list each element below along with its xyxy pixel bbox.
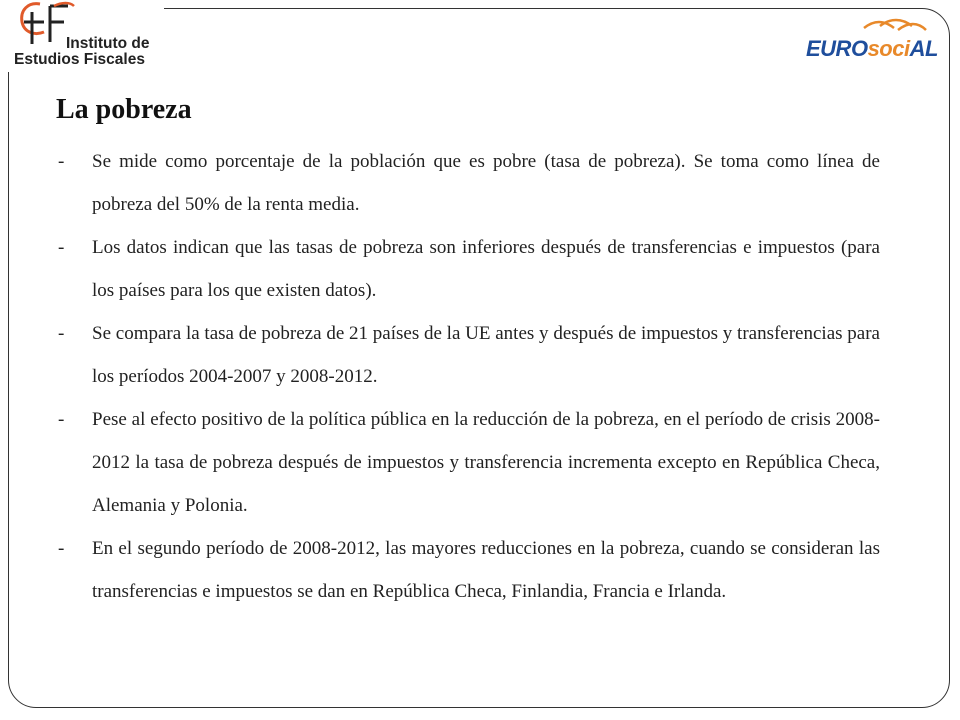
- ief-logo: [4, 0, 164, 72]
- ief-logo-line2: Estudios Fiscales: [14, 51, 145, 68]
- eurosocial-logo-part3: AL: [909, 36, 938, 61]
- bullet-text: Los datos indican que las tasas de pobreza son inferiores después de transferencias e impuestos (para los países para los que existen datos).: [92, 237, 880, 301]
- eurosocial-logo-part1: EURO: [806, 36, 868, 61]
- eurosocial-swoosh-icon: [860, 16, 930, 38]
- bullet-item: [56, 140, 880, 226]
- eurosocial-logo-part2: soci: [867, 36, 910, 61]
- bullet-list: [56, 140, 880, 613]
- bullet-text: Se mide como porcentaje de la población que es pobre (tasa de pobreza). Se toma como línea de pobreza del 50% de la renta media.: [92, 151, 880, 215]
- bullet-item: [56, 398, 880, 527]
- bullet-item: [56, 226, 880, 312]
- bullet-text: Se compara la tasa de pobreza de 21 países de la UE antes y después de impuestos y transferencias para los períodos 2004-2007 y 2008-2012.: [92, 323, 880, 387]
- slide-title: La pobreza: [56, 94, 192, 125]
- bullet-item: [56, 312, 880, 398]
- bullet-text: Pese al efecto positivo de la política pública en la reducción de la pobreza, en el período de crisis 2008-2012 la tasa de pobreza después de impuestos y transferencia incrementa excepto en República Checa, Alemania y Polonia.: [92, 409, 880, 516]
- bullet-text: En el segundo período de 2008-2012, las mayores reducciones en la pobreza, cuando se consideran las transferencias e impuestos se dan en República Checa, Finlandia, Francia e Irlanda.: [92, 538, 880, 602]
- bullet-marker: -: [58, 323, 65, 344]
- eurosocial-logo-text: [806, 36, 938, 62]
- bullet-marker: -: [58, 151, 65, 172]
- ief-logo-line1: Instituto de: [66, 35, 150, 52]
- ief-logo-text: [14, 36, 150, 68]
- bullet-marker: -: [58, 538, 65, 559]
- eurosocial-logo: [800, 16, 940, 70]
- bullet-marker: -: [58, 409, 65, 430]
- bullet-marker: -: [58, 237, 65, 258]
- bullet-item: [56, 527, 880, 613]
